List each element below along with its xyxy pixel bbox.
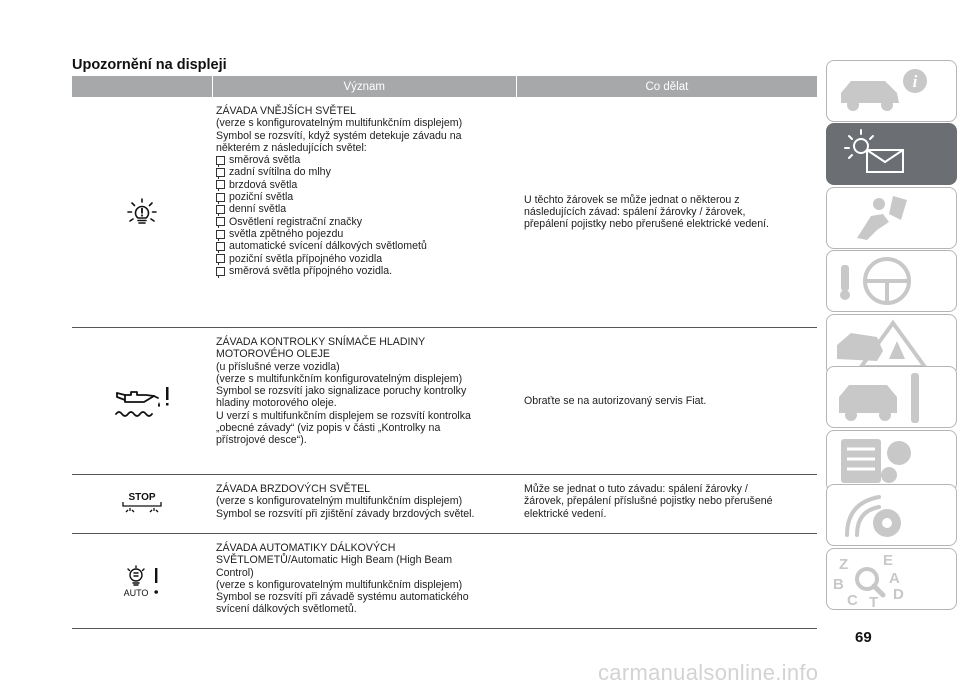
text-line: přepálení pojistky nebo přerušené elektrické vedení. [524, 218, 769, 231]
row-icon-cell [72, 534, 212, 628]
table-row [72, 475, 817, 534]
text-line: Control) [216, 566, 254, 579]
safety-icon [827, 188, 957, 249]
text-line: „obecné závady“ (viz popis v části „Kontrolky na [216, 422, 441, 435]
text-line: některém z následujících světel: [216, 141, 367, 154]
text-line: Symbol se rozsvítí při závadě systému automatického [216, 591, 469, 604]
oil-level-sensor-icon [111, 381, 173, 421]
index-letter: Z [839, 556, 849, 573]
text-line: přístrojové desce“). [216, 434, 307, 447]
bullet-icon [216, 180, 225, 189]
row-action [516, 534, 817, 628]
bullet-icon [216, 254, 225, 263]
table-row [72, 97, 817, 328]
text-line: (u příslušné verze vozidla) [216, 360, 340, 373]
text-line: Symbol se rozsvítí, když systém detekuje závadu na [216, 129, 462, 142]
technical-data-tab[interactable] [826, 430, 957, 492]
list-item [216, 265, 512, 277]
row-action [516, 328, 817, 474]
list-item [216, 253, 512, 265]
safety-tab[interactable] [826, 187, 957, 249]
auto-high-beam-fault-icon [120, 564, 164, 598]
row-meaning [212, 328, 516, 474]
list-item [216, 228, 512, 240]
row-action [516, 475, 817, 533]
index-letter: D [893, 586, 904, 603]
list-item-label: zadní svítilna do mlhy [229, 166, 331, 179]
row-meaning [212, 97, 516, 327]
driving-tab[interactable] [826, 250, 957, 312]
text-line: elektrické vedení. [524, 507, 607, 520]
text-line: ZÁVADA VNĚJŠÍCH SVĚTEL [216, 105, 356, 117]
index-letter: C [847, 592, 858, 609]
list-item-label: směrová světla [229, 154, 301, 167]
bullet-icon [216, 156, 225, 165]
row-meaning [212, 475, 516, 533]
stop-label: STOP [128, 492, 156, 503]
car-info-tab[interactable] [826, 60, 957, 122]
bullet-icon [216, 168, 225, 177]
list-item-label: denní světla [229, 203, 287, 216]
list-item [216, 216, 512, 228]
bullet-icon [216, 230, 225, 239]
text-line: hladiny motorového oleje. [216, 397, 337, 410]
multimedia-icon [827, 485, 957, 546]
index-letter: B [833, 576, 844, 593]
text-line: U verzí s multifunkčním displejem se rozsvítí kontrolka [216, 409, 471, 422]
row-icon-cell [72, 475, 212, 533]
text-line: ZÁVADA BRZDOVÝCH SVĚTEL [216, 483, 371, 495]
car-info-icon [827, 61, 957, 122]
page-number: 69 [855, 629, 872, 646]
list-item [216, 179, 512, 191]
warnings-table [72, 76, 817, 629]
text-line: ZÁVADA AUTOMATIKY DÁLKOVÝCH [216, 542, 396, 554]
text-line: U těchto žárovek se může jednat o některou z [524, 193, 740, 206]
header-icon-col [72, 76, 212, 97]
index-tab[interactable] [826, 548, 957, 610]
bullet-icon [216, 205, 225, 214]
text-line: Symbol se rozsvítí jako signalizace poruchy kontrolky [216, 385, 467, 398]
warning-lights-tab[interactable] [826, 123, 957, 185]
text-line: (verze s konfigurovatelným multifunkčním displejem) [216, 117, 463, 130]
warning-lights-icon [827, 124, 957, 185]
text-line: Symbol se rozsvítí při zjištění závady brzdových světel. [216, 507, 475, 520]
list-item-label: brzdová světla [229, 178, 298, 191]
row-icon-cell [72, 328, 212, 474]
bullet-icon [216, 242, 225, 251]
list-item-label: Osvětlení registrační značky [229, 215, 363, 228]
row-action [516, 97, 817, 327]
text-line: MOTOROVÉHO OLEJE [216, 348, 331, 361]
index-icon [827, 549, 957, 610]
text-line: následujících závad: spálení žárovky / žárovek, [524, 205, 746, 218]
table-row [72, 328, 817, 475]
table-row [72, 534, 817, 629]
technical-data-icon [827, 431, 957, 492]
index-letter: T [869, 594, 879, 611]
maintenance-icon [827, 367, 957, 428]
svg-text:i: i [912, 72, 918, 91]
list-item-label: světla zpětného pojezdu [229, 227, 344, 240]
row-meaning [212, 534, 516, 628]
bullet-icon [216, 193, 225, 202]
steering-wheel-icon [827, 251, 957, 312]
list-item [216, 166, 512, 178]
text-line: ZÁVADA KONTROLKY SNÍMAČE HLADINY [216, 336, 426, 348]
list-item-label: poziční světla přípojného vozidla [229, 252, 383, 265]
auto-label: AUTO [123, 588, 149, 598]
list-item-label: poziční světla [229, 191, 294, 204]
text-line: Může se jednat o tuto závadu: spálení žárovky / [524, 483, 748, 495]
list-item [216, 240, 512, 252]
text-line: svícení dálkových světlometů. [216, 603, 357, 616]
list-item [216, 203, 512, 215]
header-meaning: Význam [212, 76, 517, 97]
brake-light-fault-icon [120, 490, 164, 518]
list-item [216, 154, 512, 166]
text-line: Obraťte se na autorizovaný servis Fiat. [524, 394, 707, 407]
index-letter: A [889, 570, 900, 587]
list-item-label: směrová světla přípojného vozidla. [229, 264, 393, 277]
text-line: (verze s konfigurovatelným multifunkčním displejem) [216, 495, 463, 508]
text-line: žárovek, přepálení příslušné pojistky nebo přerušené [524, 495, 773, 508]
exterior-light-fault-icon [125, 197, 159, 227]
bullet-icon [216, 267, 225, 276]
list-item-label: automatické svícení dálkových světlometů [229, 240, 427, 253]
index-letter: E [883, 552, 894, 569]
maintenance-tab[interactable] [826, 366, 957, 428]
bullet-icon [216, 217, 225, 226]
table-header [72, 76, 817, 97]
list-item [216, 191, 512, 203]
header-action: Co dělat [645, 80, 689, 93]
page-title: Upozornění na displeji [72, 57, 227, 73]
multimedia-tab[interactable] [826, 484, 957, 546]
watermark: carmanualsonline.info [598, 660, 819, 685]
row-icon-cell [72, 97, 212, 327]
text-line: SVĚTLOMETŮ/Automatic High Beam (High Beam [216, 554, 453, 567]
text-line: (verze s multifunkčním konfigurovatelným displejem) [216, 372, 463, 385]
text-line: (verze s konfigurovatelným multifunkčním displejem) [216, 578, 463, 591]
